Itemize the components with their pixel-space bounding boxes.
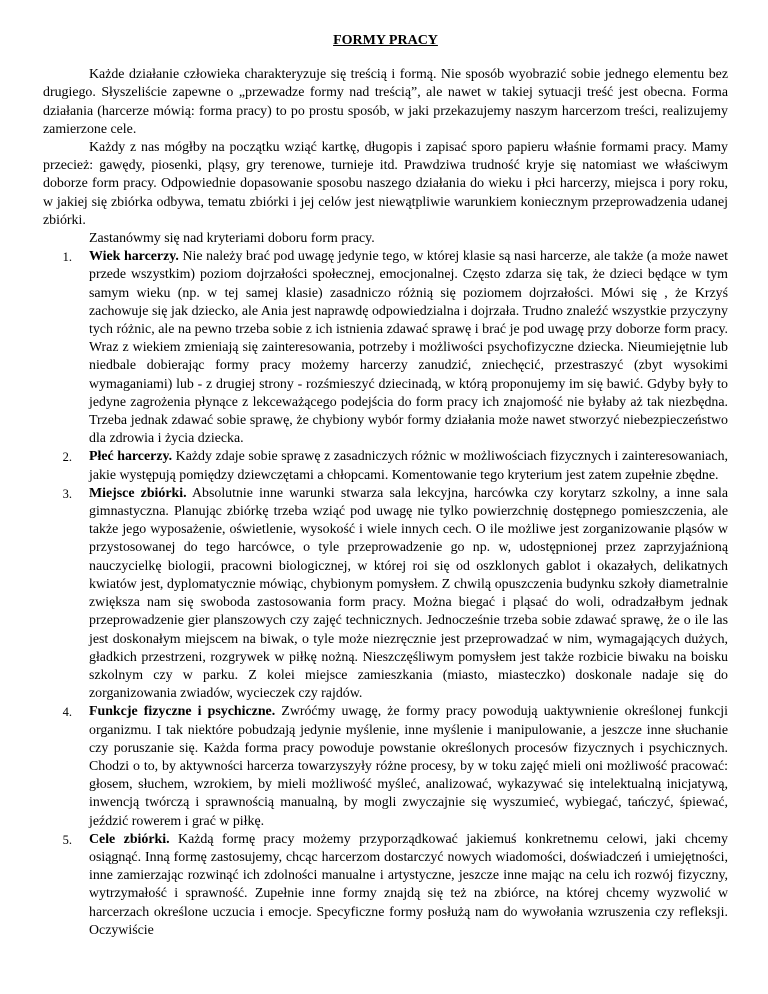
list-item-number: 4. — [62, 705, 72, 720]
list-item-text: Każdy zdaje sobie sprawę z zasadniczych różnic w możliwościach fizycznych i zainteresowaniach, jakie występują pomiędzy dziewczętami a chłopcami. Komentowanie tego kryterium jest zatem zupełnie zbędne. — [89, 449, 729, 483]
list-item — [43, 448, 728, 484]
list-item — [43, 248, 728, 448]
list-item-heading: Wiek harcerzy. — [89, 249, 179, 265]
document-title: FORMY PRACY — [333, 33, 438, 48]
list-item-text: Każdą formę pracy możemy przyporządkować jakiemuś konkretnemu celowi, jaki chcemy osiągnąć. Inną formę zastosujemy, chcąc harcerzom dostarczyć nowych wiadomości, doświadczeń i umiejętności, inne zamierzając rozwinąć ich zdolności manualne i artystyczne, jeszcze inne mając na celu ich rozwój fizyczny, wytrzymałość i sprawność. Zupełnie inne formy znajdą się też na zbiórce, na której chcemy wyzwolić w harcerzach określone uczucia i emocje. Specyficzne formy posłużą nam do wywołania wzruszenia czy refleksji. Oczywiście — [89, 831, 728, 938]
list-item-text: Absolutnie inne warunki stwarza sala lekcyjna, harcówka czy korytarz szkolny, a inne sala gimnastyczna. Planując zbiórkę trzeba wziąć pod uwagę nie tylko powierzchnię dostępnego pomieszczenia, ale także jego wyposażenie, oświetlenie, wysokość i wiele innych cech. O ile możliwe jest zorganizowanie pląsów w przystosowanej do tego harcówce, o tyle przeprowadzenie go np. w, udostępnionej przez zaprzyjaźnioną nauczycielkę biologii, pracowni biologicznej, w której roi się od oszklonych gablot i okazałych, delikatnych kwiatów jest, dyplomatycznie mówiąc, chybionym pomysłem. Z chwilą opuszczenia budynku szkoły diametralnie zwiększa nam się swoboda zastosowania form pracy. Można biegać i pląsać do woli, odradzałbym jednak przeprowadzenie gier planszowych czy zajęć technicznych. Jednocześnie trzeba sobie zdawać sprawę, że o ile las jest doskonałym miejscem na biwak, o tyle może niezręcznie jest przeprowadzać w nim, wymagających dużych, gładkich przestrzeni, rozgrywek w piłkę nożną. Nieszczęśliwym pomysłem jest także rozbicie biwaku na boisku szkolnym czy w parku. Z kolei miejsce zamieszkania (miasto, miasteczko) doskonale nadaje się do zorganizowania zwiadów, wycieczek czy rajdów. — [89, 485, 728, 702]
list-item-text: Zwróćmy uwagę, że formy pracy powodują uaktywnienie określonej funkcji organizmu. I tak niektóre pobudzają jedynie myślenie, inne myślenie i manipulowanie, a jeszcze inne słuchanie czy poruszanie się. Każda forma pracy powoduje powstanie określonych procesów fizycznych i psychicznych. Chodzi o to, by aktywności harcerza towarzyszyły różne procesy, by w toku zajęć mieli oni możliwość pracować: głosem, słuchem, wzrokiem, by mieli możliwość myśleć, analizować, wykazywać się intelektualną inicjatywą, inwencją twórczą i sprawnością manualną, by mogli zwyczajnie się wyszumieć, wybiegać, tańczyć, śpiewać, jeździć rowerem i grać w piłkę. — [89, 704, 729, 829]
list-item — [43, 831, 728, 940]
paragraph-intro: Każde działanie człowieka charakteryzuje się treścią i formą. Nie sposób wyobrazić sobie jednego elementu bez drugiego. Słyszeliście zapewne o „przewadze formy nad treścią”, ale nawet w takiej sytuacji treść jest obecna. Forma działania (harcerze mówią: forma pracy) to po prostu sposób, w jaki przekazujemy naszym harcerzom treści, realizujemy zamierzone cele. — [43, 67, 728, 137]
criteria-list — [43, 248, 728, 940]
list-item-number: 2. — [62, 450, 72, 465]
list-item-number: 5. — [62, 832, 72, 847]
list-item-heading: Płeć harcerzy. — [89, 449, 173, 465]
list-item-heading: Cele zbiórki. — [89, 831, 170, 847]
list-item-heading: Funkcje fizyczne i psychiczne. — [89, 704, 276, 720]
paragraph-criteria-intro: Zastanówmy się nad kryteriami doboru form pracy. — [89, 231, 375, 247]
list-item-text: Nie należy brać pod uwagę jedynie tego, w której klasie są nasi harcerze, ale także (a może nawet przede wszystkim) poziom dojrzałości społecznej, emocjonalnej. Często zdarza się tak, że dzieci będące w tym samym wieku (np. w tej samej klasie) zasadniczo różnią się poziomem dojrzałości. Mówi się , że Krzyś zachowuje się jak dziecko, ale Ania jest naprawdę odpowiedzialna i dojrzała. Trudno znaleźć wszystkie przyczyny tych różnic, ale na pewno trzeba sobie z ich istnienia zdawać sprawę i brać je pod uwagę przy doborze form pracy. Wraz z wiekiem zmieniają się zainteresowania, potrzeby i możliwości psychofizyczne dziecka. Nieumiejętnie lub niedbale dobierając formy pracy możemy harcerzy zanudzić, zniechęcić, przestraszyć (zbyt wysokimi wymaganiami) lub - z drugiej strony - rozśmieszyć dziecinadą, w którą proponujemy im się bawić. Gdyby były to jedyne zagrożenia płynące z lekceważącego podejścia do form pracy ich znajomość nie byłaby aż tak niezbędna. Trzeba jednak zdawać sobie sprawę, że chybiony wybór formy działania może nawet stworzyć niebezpieczeństwo dla zdrowia i życia dziecka. — [89, 249, 728, 447]
list-item-number: 3. — [62, 486, 72, 501]
list-item-heading: Miejsce zbiórki. — [89, 485, 187, 501]
paragraph-selection: Każdy z nas mógłby na początku wziąć kartkę, długopis i zapisać sporo papieru właśnie formami pracy. Mamy przecież: gawędy, piosenki, pląsy, gry terenowe, turnieje itd. Prawdziwa trudność kryje się natomiast we właściwym doborze form pracy. Odpowiednie dopasowanie sposobu naszego działania do wieku i płci harcerzy, miejsca i pory roku, w jakiej się zbiórka odbywa, tematu zbiórki i jej celów jest niewątpliwie warunkiem koniecznym przeprowadzenia udanej zbiórki. — [43, 140, 728, 228]
list-item — [43, 485, 728, 703]
list-item-number: 1. — [62, 250, 72, 265]
list-item — [43, 703, 728, 830]
